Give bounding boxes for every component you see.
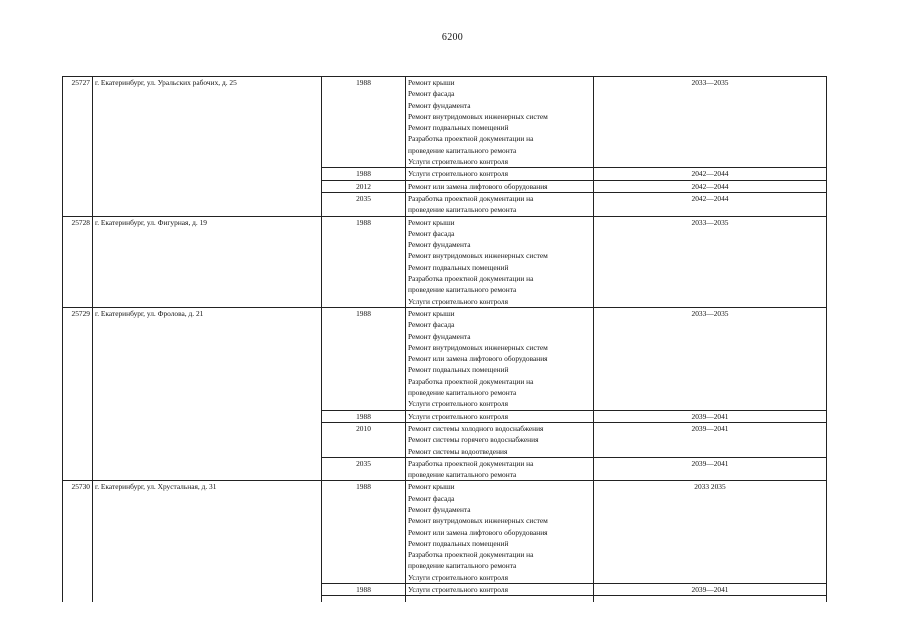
planned-period: 2042—2044 <box>594 192 827 216</box>
commissioning-year: 1988 <box>322 77 406 168</box>
work-item: проведение капитального ремонта <box>408 205 517 215</box>
page-number: 6200 <box>441 32 464 43</box>
house-entry-row <box>63 77 827 168</box>
work-item: Услуги строительного контроля <box>408 169 508 179</box>
house-address: г. Екатеринбург, ул. Фролова, д. 21 <box>93 307 322 480</box>
planned-period: 2033 2035 <box>594 481 827 584</box>
work-item: Разработка проектной документации на <box>408 193 534 203</box>
work-item: проведение капитального ремонта <box>408 561 517 571</box>
work-item: Ремонт или замена лифтового оборудования <box>408 181 548 191</box>
work-types <box>406 457 594 481</box>
work-types <box>406 168 594 180</box>
commissioning-year: 2012 <box>322 180 406 192</box>
work-item: Ремонт или замена лифтового оборудования <box>408 527 548 537</box>
work-item: проведение капитального ремонта <box>408 145 517 155</box>
work-item: Ремонт системы холодного водоснабжения <box>408 423 544 433</box>
continuation-cell <box>406 596 594 603</box>
work-item: Ремонт крыши <box>408 78 455 87</box>
house-number: 25730 <box>63 481 93 602</box>
work-item: Ремонт фундамента <box>408 504 471 514</box>
work-item: Услуги строительного контроля <box>408 585 508 595</box>
planned-period: 2039—2041 <box>594 410 827 422</box>
work-item: Ремонт фундамента <box>408 240 471 250</box>
commissioning-year: 2035 <box>322 457 406 481</box>
work-types <box>406 192 594 216</box>
work-item: Ремонт фундамента <box>408 100 471 110</box>
planned-period: 2033—2035 <box>594 77 827 168</box>
work-item: Услуги строительного контроля <box>408 157 508 167</box>
work-item: Разработка проектной документации на <box>408 376 534 386</box>
repair-schedule-table <box>62 76 827 602</box>
work-item: Ремонт фасада <box>408 493 455 503</box>
work-item: Ремонт подвальных помещений <box>408 123 509 133</box>
commissioning-year: 1988 <box>322 410 406 422</box>
work-item: Ремонт фундамента <box>408 331 471 341</box>
planned-period: 2033—2035 <box>594 216 827 307</box>
planned-period: 2042—2044 <box>594 180 827 192</box>
work-types <box>406 77 594 168</box>
commissioning-year: 2010 <box>322 422 406 457</box>
commissioning-year: 2035 <box>322 192 406 216</box>
work-item: Ремонт внутридомовых инженерных систем <box>408 516 548 526</box>
work-item: Ремонт или замена лифтового оборудования <box>408 354 548 364</box>
work-types <box>406 410 594 422</box>
continuation-cell <box>594 596 827 603</box>
planned-period: 2039—2041 <box>594 457 827 481</box>
house-number: 25728 <box>63 216 93 307</box>
work-item: Ремонт фасада <box>408 228 455 238</box>
work-item: Разработка проектной документации на <box>408 134 534 144</box>
house-entry-row <box>63 481 827 584</box>
work-item: проведение капитального ремонта <box>408 388 517 398</box>
work-item: Ремонт внутридомовых инженерных систем <box>408 111 548 121</box>
work-item: Услуги строительного контроля <box>408 399 508 409</box>
work-item: проведение капитального ремонта <box>408 285 517 295</box>
work-item: Услуги строительного контроля <box>408 296 508 306</box>
work-item: Ремонт фасада <box>408 89 455 99</box>
house-entry-row <box>63 307 827 410</box>
work-item: Ремонт подвальных помещений <box>408 262 509 272</box>
house-number: 25729 <box>63 307 93 480</box>
house-number: 25727 <box>63 77 93 217</box>
work-types <box>406 422 594 457</box>
house-address: г. Екатеринбург, ул. Хрустальная, д. 31 <box>93 481 322 602</box>
planned-period: 2033—2035 <box>594 307 827 410</box>
work-item: Услуги строительного контроля <box>408 411 508 421</box>
work-item: Ремонт крыши <box>408 217 455 227</box>
work-types <box>406 216 594 307</box>
work-item: Услуги строительного контроля <box>408 572 508 582</box>
work-item: Ремонт системы водоотведения <box>408 446 508 456</box>
work-types <box>406 584 594 596</box>
work-item: Разработка проектной документации на <box>408 458 534 468</box>
work-types <box>406 180 594 192</box>
work-item: Ремонт крыши <box>408 308 455 318</box>
work-item: Разработка проектной документации на <box>408 274 534 284</box>
house-address: г. Екатеринбург, ул. Фигурная, д. 19 <box>93 216 322 307</box>
work-item: Ремонт системы горячего водоснабжения <box>408 435 539 445</box>
planned-period: 2042—2044 <box>594 168 827 180</box>
commissioning-year: 1988 <box>322 216 406 307</box>
work-item: Ремонт подвальных помещений <box>408 538 509 548</box>
work-item: проведение капитального ремонта <box>408 470 517 480</box>
commissioning-year: 1988 <box>322 168 406 180</box>
repair-schedule-body <box>63 77 827 603</box>
commissioning-year: 1988 <box>322 481 406 584</box>
planned-period: 2039—2041 <box>594 422 827 457</box>
commissioning-year: 1988 <box>322 584 406 596</box>
work-item: Ремонт внутридомовых инженерных систем <box>408 342 548 352</box>
work-item: Разработка проектной документации на <box>408 550 534 560</box>
work-types <box>406 481 594 584</box>
continuation-cell <box>322 596 406 603</box>
commissioning-year: 1988 <box>322 307 406 410</box>
work-item: Ремонт фасада <box>408 320 455 330</box>
work-item: Ремонт подвальных помещений <box>408 365 509 375</box>
house-entry-row <box>63 216 827 307</box>
work-item: Ремонт внутридомовых инженерных систем <box>408 251 548 261</box>
work-types <box>406 307 594 410</box>
house-address: г. Екатеринбург, ул. Уральских рабочих, д. 25 <box>93 77 322 217</box>
work-item: Ремонт крыши <box>408 482 455 492</box>
planned-period: 2039—2041 <box>594 584 827 596</box>
